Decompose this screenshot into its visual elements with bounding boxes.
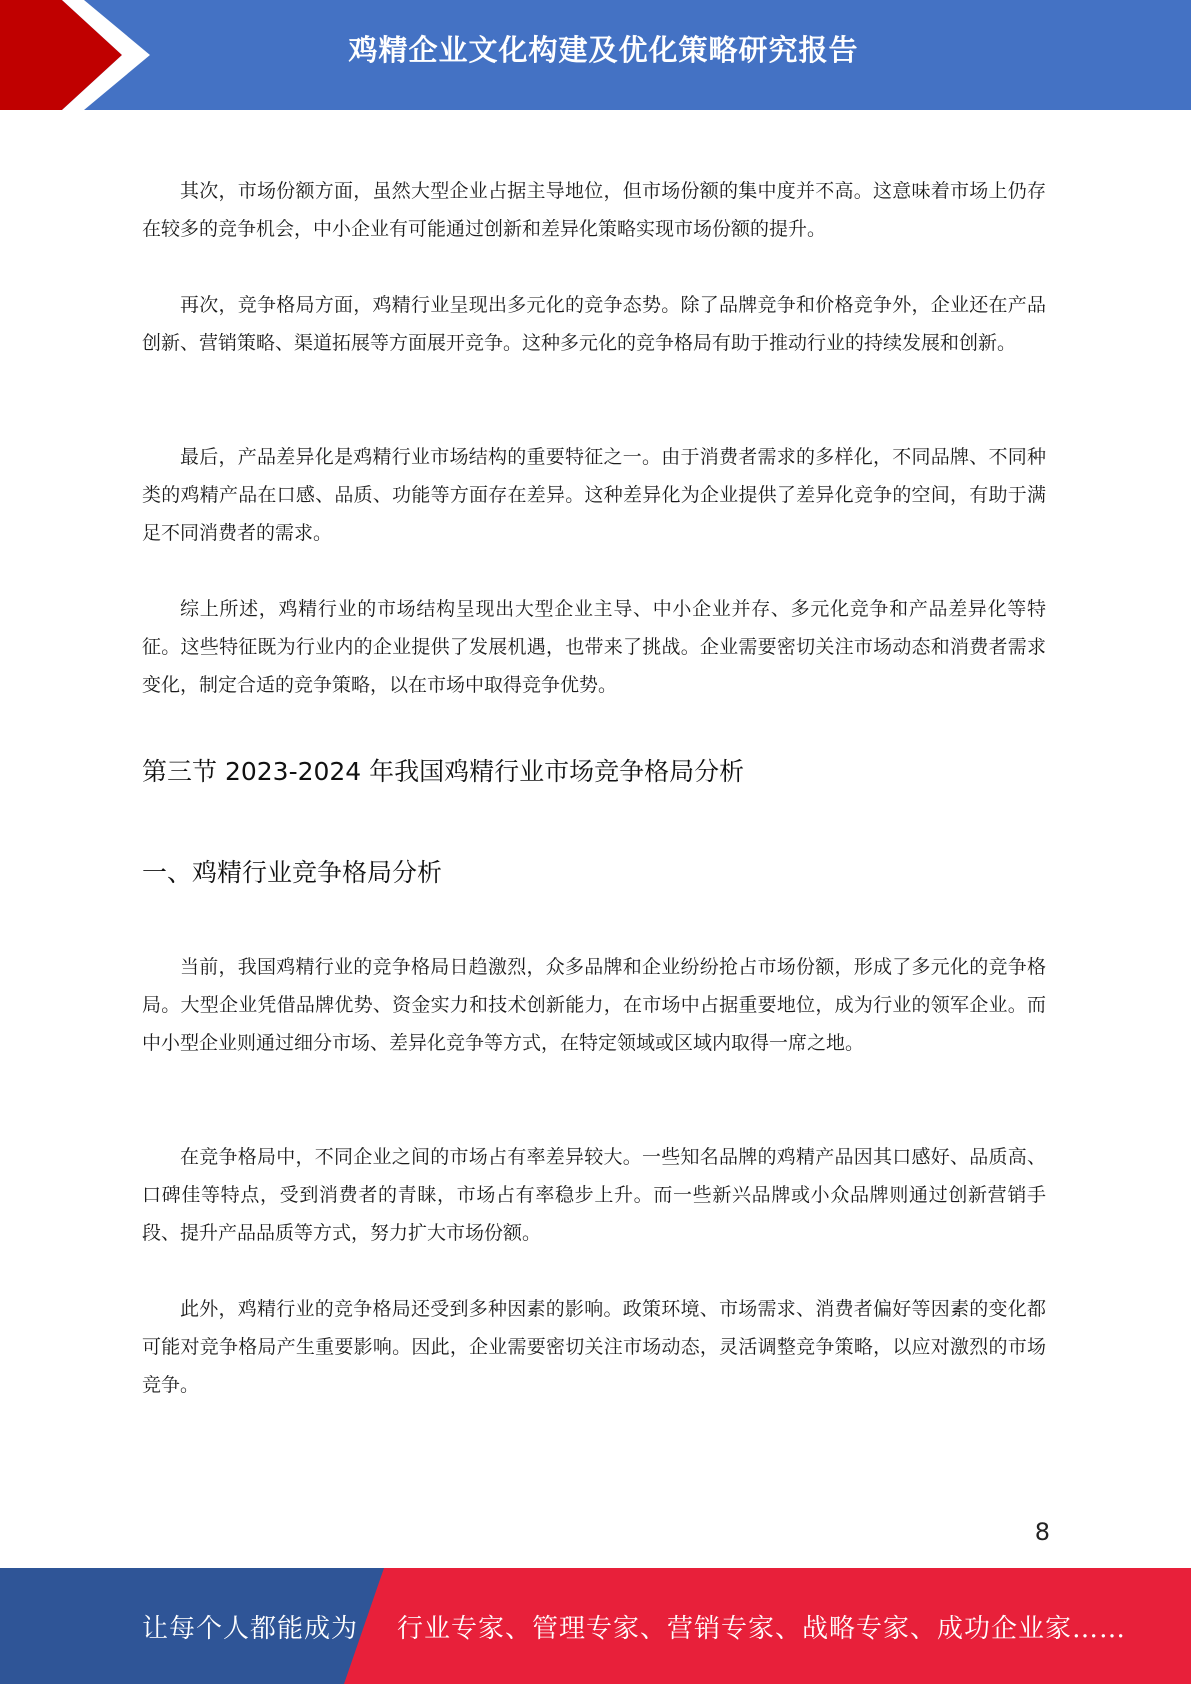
footer-slogan-left: 让每个人都能成为 [142, 1614, 359, 1644]
paragraph: 当前，我国鸡精行业的竞争格局日趋激烈，众多品牌和企业纷纷抢占市场份额，形成了多元化的竞争格局。大型企业凭借品牌优势、资金实力和技术创新能力，在市场中占据重要地位，成为行业的领军企业。而中小型企业则通过细分市场、差异化竞争等方式，在特定领域或区域内取得一席之地。 [142, 956, 1046, 1054]
page-header [0, 0, 1191, 110]
subsection-heading: 一、鸡精行业竞争格局分析 [142, 858, 443, 887]
paragraph: 再次，竞争格局方面，鸡精行业呈现出多元化的竞争态势。除了品牌竞争和价格竞争外，企业还在产品创新、营销策略、渠道拓展等方面展开竞争。这种多元化的竞争格局有助于推动行业的持续发展和创新。 [142, 294, 1046, 354]
paragraph: 其次，市场份额方面，虽然大型企业占据主导地位，但市场份额的集中度并不高。这意味着市场上仍存在较多的竞争机会，中小企业有可能通过创新和差异化策略实现市场份额的提升。 [142, 180, 1046, 240]
paragraph: 最后，产品差异化是鸡精行业市场结构的重要特征之一。由于消费者需求的多样化，不同品牌、不同种类的鸡精产品在口感、品质、功能等方面存在差异。这种差异化为企业提供了差异化竞争的空间，有助于满足不同消费者的需求。 [142, 446, 1046, 544]
document-title: 鸡精企业文化构建及优化策略研究报告 [348, 33, 859, 67]
paragraph: 此外，鸡精行业的竞争格局还受到多种因素的影响。政策环境、市场需求、消费者偏好等因素的变化都可能对竞争格局产生重要影响。因此，企业需要密切关注市场动态，灵活调整竞争策略，以应对激烈的市场竞争。 [142, 1298, 1046, 1396]
page-number: 8 [1034, 1518, 1050, 1546]
section-heading: 第三节 2023-2024 年我国鸡精行业市场竞争格局分析 [142, 757, 745, 786]
page-footer [0, 1568, 1191, 1684]
footer-slogan-right: 行业专家、管理专家、营销专家、战略专家、成功企业家…… [397, 1614, 1127, 1644]
paragraph: 综上所述，鸡精行业的市场结构呈现出大型企业主导、中小企业并存、多元化竞争和产品差异化等特征。这些特征既为行业内的企业提供了发展机遇，也带来了挑战。企业需要密切关注市场动态和消费者需求变化，制定合适的竞争策略，以在市场中取得竞争优势。 [142, 598, 1046, 696]
paragraph: 在竞争格局中，不同企业之间的市场占有率差异较大。一些知名品牌的鸡精产品因其口感好、品质高、口碑佳等特点，受到消费者的青睐，市场占有率稳步上升。而一些新兴品牌或小众品牌则通过创新营销手段、提升产品品质等方式，努力扩大市场份额。 [142, 1146, 1046, 1244]
